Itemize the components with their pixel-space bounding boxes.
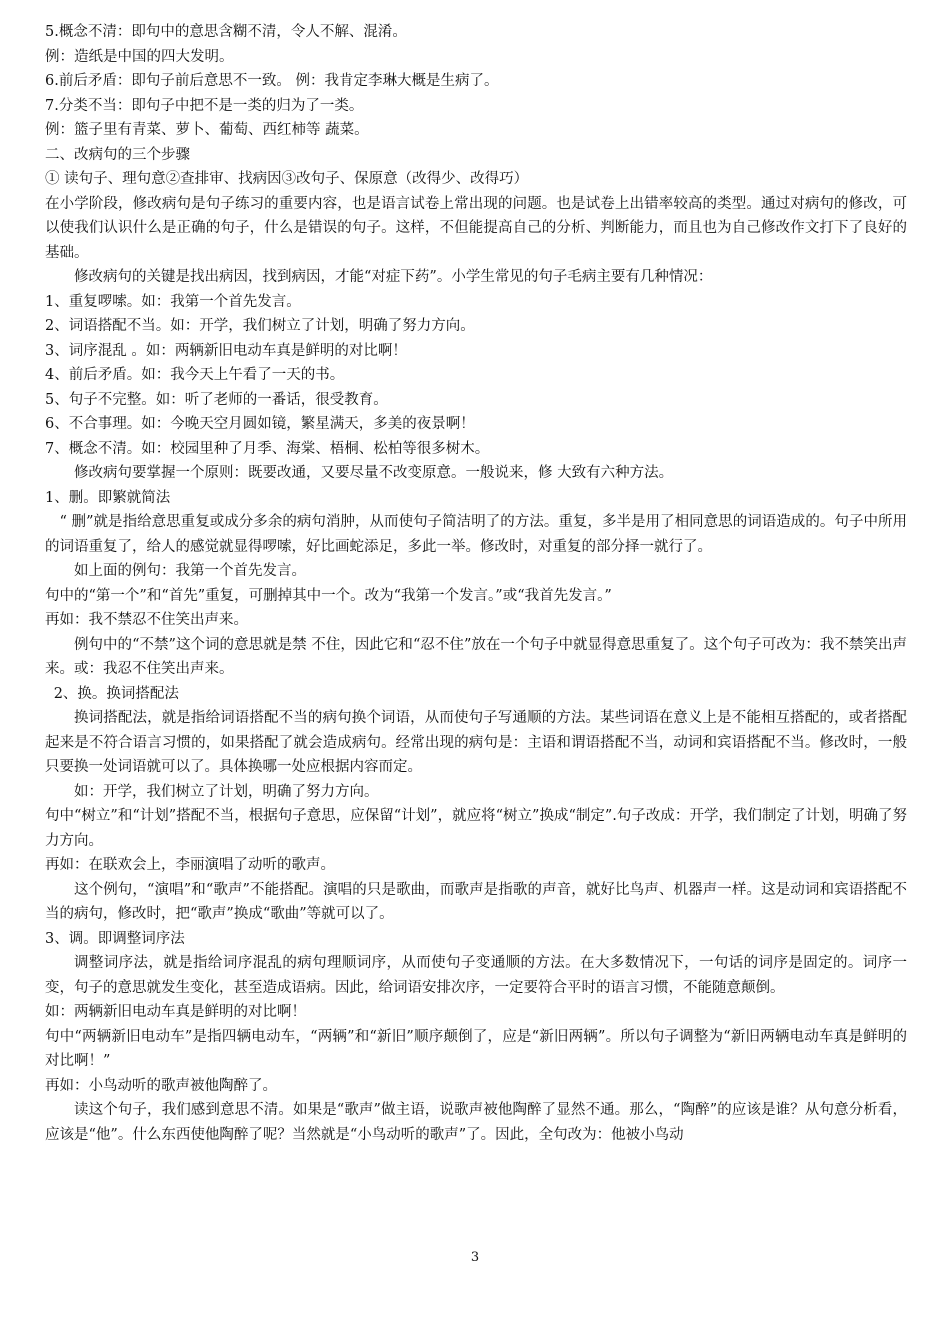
paragraph: 句中“两辆新旧电动车”是指四辆电动车，“两辆”和“新旧”顺序颠倒了，应是“新旧两辆”。所以句子调整为“新旧两辆电动车真是鲜明的对比啊！”: [45, 1028, 907, 1069]
page-number: 3: [470, 1250, 480, 1265]
paragraph: 7.分类不当：即句子中把不是一类的归为了一类。: [45, 97, 364, 114]
paragraph: 3、词序混乱 。如：两辆新旧电动车真是鲜明的对比啊！: [45, 342, 407, 359]
paragraph: 如：开学，我们树立了计划，明确了努力方向。: [74, 783, 379, 800]
paragraph: 5.概念不清：即句中的意思含糊不清，令人不解、混淆。: [45, 24, 407, 40]
paragraph: 6.前后矛盾：即句子前后意思不一致。 例：我肯定李琳大概是生病了。: [45, 73, 499, 89]
paragraph: 3、调。即调整词序法: [45, 930, 185, 947]
paragraph: 调整词序法，就是指给词序混乱的病句理顺词序，从而使句子变通顺的方法。在大多数情况下，一句话的词序是固定的。词序一变，句子的意思就发生变化，甚至造成语病。因此，给词语安排次序，一定要符合平时的语言习惯，不能随意颠倒。: [45, 955, 907, 996]
document-body: [45, 20, 907, 1147]
paragraph: 在小学阶段，修改病句是句子练习的重要内容，也是语言试卷上常出现的问题。也是试卷上出错率较高的类型。通过对病句的修改，可以使我们认识什么是正确的句子，什么是错误的句子。这样，不但能提高自己的分析、判断能力，而且也为自己修改作文打下了良好的基础。: [45, 195, 907, 261]
paragraph: 2、词语搭配不当。如：开学，我们树立了计划，明确了努力方向。: [45, 318, 475, 334]
paragraph: 这个例句，“演唱”和“歌声”不能搭配。演唱的只是歌曲，而歌声是指歌的声音，就好比鸟声、机器声一样。这是动词和宾语搭配不当的病句，修改时，把“歌声”换成“歌曲”等就可以了。: [45, 881, 907, 922]
paragraph: 句中的“第一个”和“首先”重复，可删掉其中一个。改为“我第一个发言。”或“我首先发言。”: [45, 587, 612, 604]
paragraph: 1、重复啰嗦。如：我第一个首先发言。: [45, 293, 301, 310]
paragraph: 5、句子不完整。如：听了老师的一番话，很受教育。: [45, 391, 388, 408]
paragraph: ① 读句子、理句意②查排审、找病因③改句子、保原意（改得少、改得巧）: [45, 171, 529, 187]
paragraph: 例：造纸是中国的四大发明。: [45, 48, 234, 65]
paragraph: 2、换。换词搭配法: [53, 685, 179, 702]
paragraph: 再如：我不禁忍不住笑出声来。: [45, 612, 248, 628]
paragraph: 二、改病句的三个步骤: [45, 146, 190, 163]
paragraph: 例句中的“不禁”这个词的意思就是禁 不住，因此它和“忍不住”放在一个句子中就显得意思重复了。这个句子可改为：我不禁笑出声来。或：我忍不住笑出声来。: [45, 636, 907, 677]
paragraph: 句中“树立”和“计划”搭配不当，根据句子意思，应保留“计划”，就应将“树立”换成“制定”.句子改成：开学，我们制定了计划，明确了努力方向。: [45, 808, 907, 849]
paragraph: 如：两辆新旧电动车真是鲜明的对比啊！: [45, 1004, 306, 1020]
paragraph: 6、不合事理。如：今晚天空月圆如镜，繁星满天，多美的夜景啊！: [45, 416, 475, 432]
paragraph: 修改病句的关键是找出病因，找到病因，才能“对症下药”。小学生常见的句子毛病主要有几种情况：: [74, 269, 713, 285]
paragraph: 例：篮子里有青菜、萝卜、葡萄、西红柿等 蔬菜。: [45, 122, 369, 138]
paragraph: 1、删。即繁就简法: [45, 489, 171, 506]
paragraph: “ 删”就是指给意思重复或成分多余的病句消肿，从而使句子简洁明了的方法。重复，多半是用了相同意思的词语造成的。句子中所用的词语重复了，给人的感觉就显得啰嗦，好比画蛇添足，多此一举。修改时，对重复的部分择一就行了。: [45, 514, 907, 555]
paragraph: 再如：在联欢会上，李丽演唱了动听的歌声。: [45, 857, 335, 873]
paragraph: 再如：小鸟动听的歌声被他陶醉了。: [45, 1077, 277, 1094]
paragraph: 7、概念不清。如：校园里种了月季、海棠、梧桐、松柏等很多树木。: [45, 440, 490, 457]
paragraph: 修改病句要掌握一个原则：既要改通，又要尽量不改变原意。一般说来，修 大致有六种方法。: [74, 465, 674, 481]
paragraph: 换词搭配法，就是指给词语搭配不当的病句换个词语，从而使句子写通顺的方法。某些词语在意义上是不能相互搭配的，或者搭配起来是不符合语言习惯的，如果搭配了就会造成病句。经常出现的病句是：主语和谓语搭配不当，动词和宾语搭配不当。修改时，一般只要换一处词语就可以了。具体换哪一处应根据内容而定。: [45, 710, 907, 775]
paragraph: 如上面的例句：我第一个首先发言。: [74, 563, 306, 579]
paragraph: 读这个句子，我们感到意思不清。如果是“歌声”做主语，说歌声被他陶醉了显然不通。那么，“陶醉”的应该是谁？从句意分析看，应该是“他”。什么东西使他陶醉了呢？当然就是“小鸟动听的歌声”了。因此，全句改为：他被小鸟动: [45, 1102, 907, 1143]
paragraph: 4、前后矛盾。如：我今天上午看了一天的书。: [45, 367, 345, 383]
